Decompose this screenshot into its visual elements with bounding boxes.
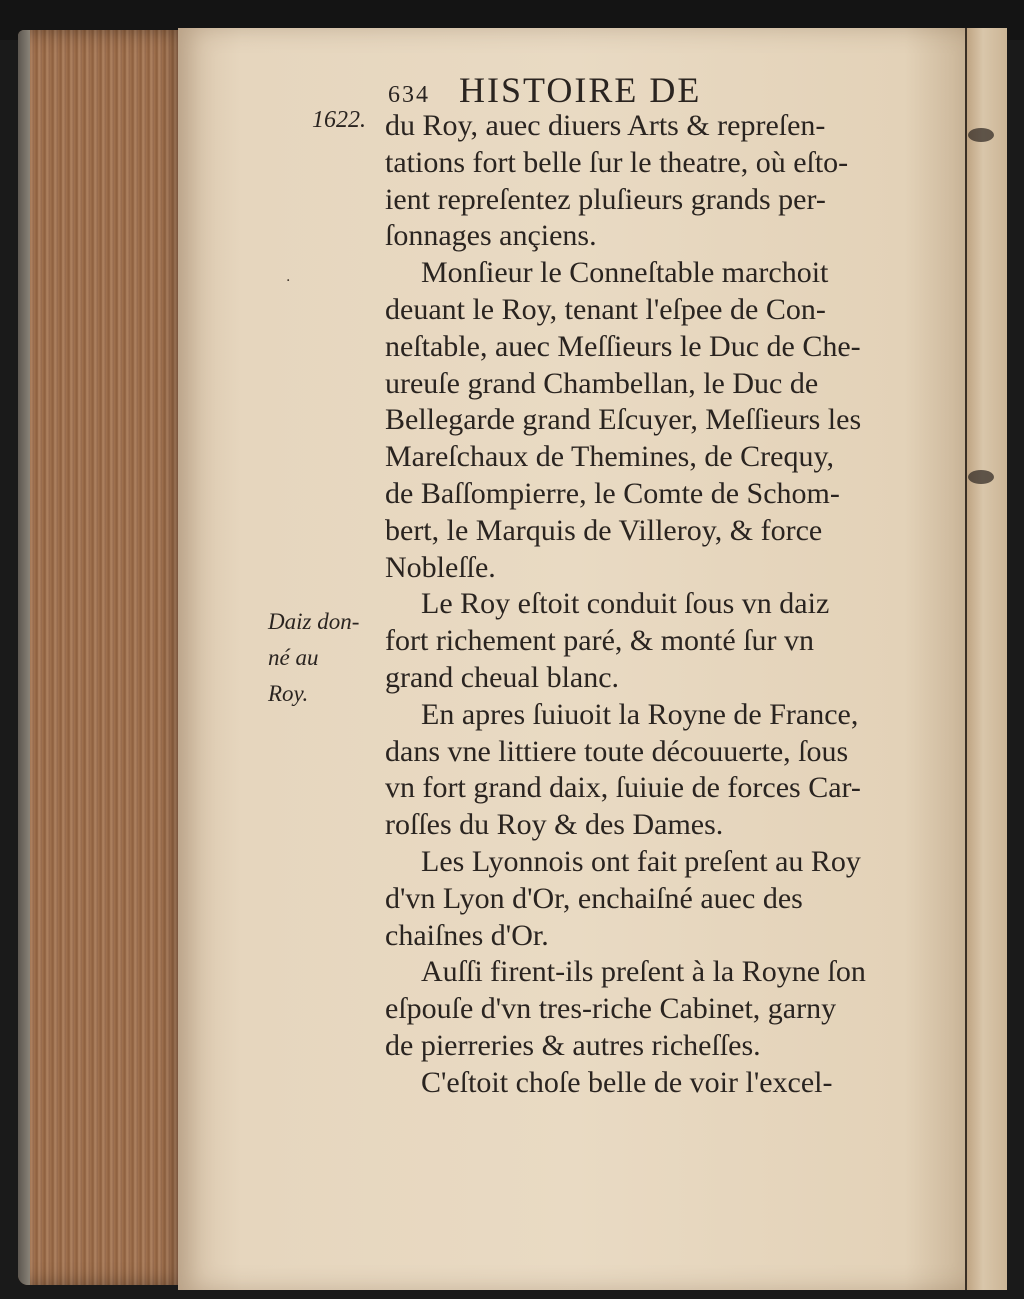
text-line: roſſes du Roy & des Dames. (385, 808, 724, 842)
facing-page-edge (965, 28, 1007, 1290)
binding-mark (968, 128, 994, 142)
text-line: dans vne littiere toute découuerte, ſous (385, 734, 849, 768)
text-line: Bellegarde grand Eſcuyer, Meſſieurs les (385, 403, 862, 437)
text-line: ient repreſentez pluſieurs grands per- (385, 182, 826, 216)
body-text (385, 108, 970, 1102)
marginal-note (268, 604, 378, 712)
paragraph-start: Le Roy eſtoit conduit ſous vn daiz (421, 587, 830, 621)
paragraph-start: En apres ſuiuoit la Royne de France, (421, 697, 859, 731)
text-line: tations fort belle ſur le theatre, où eſto- (385, 145, 849, 179)
paragraph-start: Les Lyonnois ont fait preſent au Roy (421, 844, 861, 878)
text-line: bert, le Marquis de Villeroy, & force (385, 513, 823, 547)
text-line: ureuſe grand Chambellan, le Duc de (385, 366, 819, 400)
marginal-note-line: Roy. (268, 681, 309, 706)
text-line: deuant le Roy, tenant l'eſpee de Con- (385, 292, 826, 326)
marginal-note-line: né au (268, 645, 319, 670)
paragraph-start: Monſieur le Conneſtable marchoit (421, 256, 829, 290)
text-line: Nobleſſe. (385, 550, 496, 584)
text-line: de pierreries & autres richeſſes. (385, 1028, 761, 1062)
text-line: d'vn Lyon d'Or, enchaiſné auec des (385, 881, 803, 915)
text-line: ſonnages ançiens. (385, 219, 597, 253)
text-line: neſtable, auec Meſſieurs le Duc de Che- (385, 329, 861, 363)
text-line: fort richement paré, & monté ſur vn (385, 624, 815, 658)
running-header (388, 68, 868, 112)
text-line: chaiſnes d'Or. (385, 918, 549, 952)
paragraph-start: C'eſtoit choſe belle de voir l'excel- (421, 1065, 833, 1099)
paragraph-start: Auſſi firent-ils preſent à la Royne ſon (421, 955, 866, 989)
page-number: 634 (388, 82, 430, 108)
book-fore-edge (18, 30, 188, 1285)
text-line: grand cheual blanc. (385, 660, 620, 694)
binding-mark (968, 470, 994, 484)
text-line: de Baſſompierre, le Comte de Schom- (385, 476, 840, 510)
stray-mark: · (286, 273, 291, 289)
marginal-note-line: Daiz don- (268, 609, 360, 634)
text-line: Mareſchaux de Themines, de Crequy, (385, 440, 835, 474)
margin-year: 1622. (312, 107, 366, 133)
text-line: vn fort grand daix, ſuiuie de forces Car- (385, 771, 861, 805)
text-line: eſpouſe d'vn tres-riche Cabinet, garny (385, 992, 837, 1026)
running-title: HISTOIRE DE (459, 70, 702, 110)
text-line: du Roy, auec diuers Arts & repreſen- (385, 109, 826, 142)
